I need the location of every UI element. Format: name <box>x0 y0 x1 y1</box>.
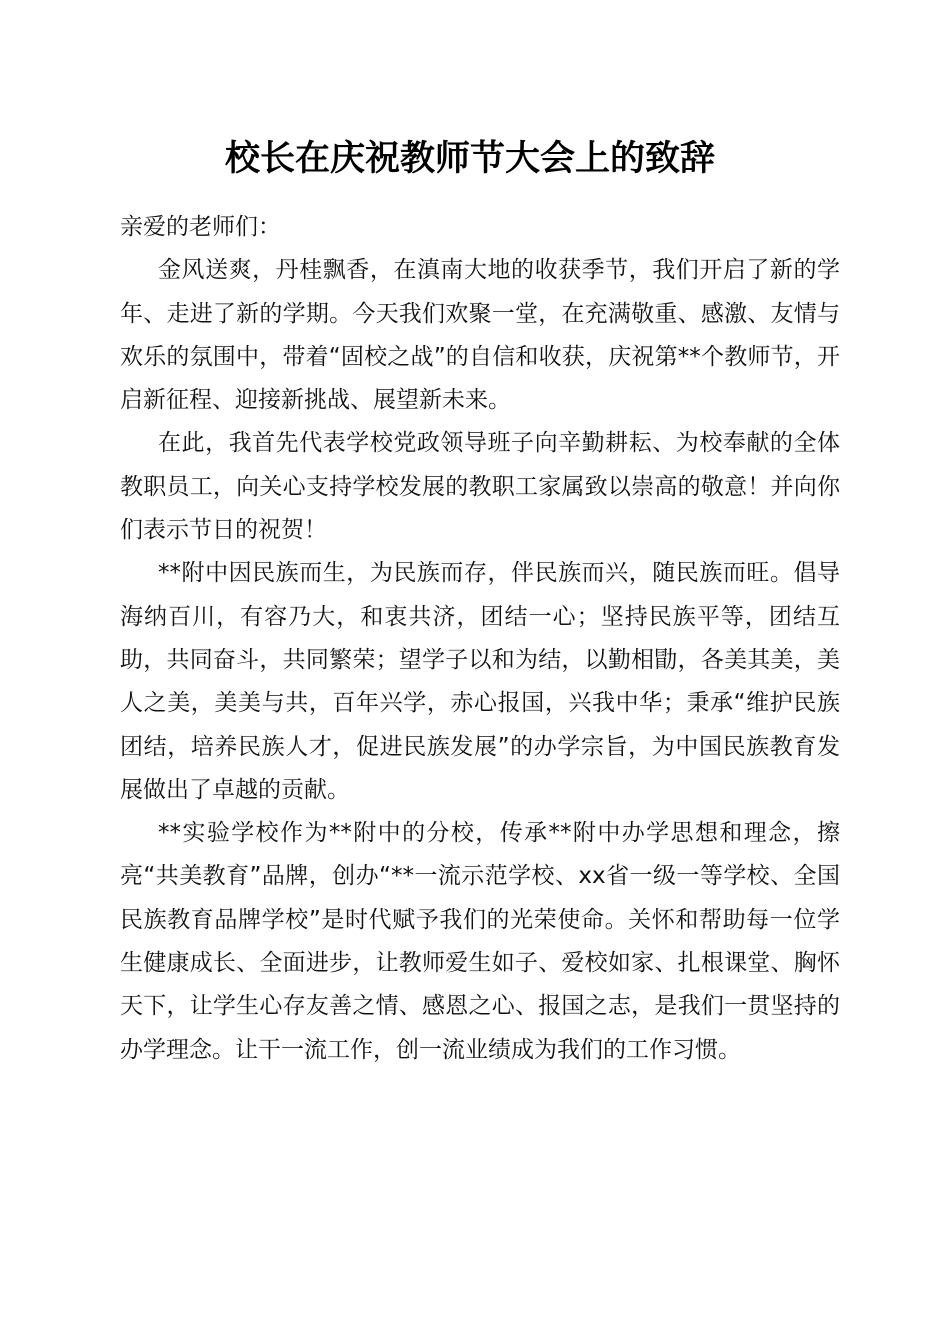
document-body <box>120 206 840 1072</box>
paragraph-3: **附中因民族而生，为民族而存，伴民族而兴，随民族而旺。倡导海纳百川，有容乃大，和衷共济，团结一心；坚持民族平等，团结互助，共同奋斗，共同繁荣；望学子以和为结，以勤相勖，各美其美，美人之美，美美与共，百年兴学，赤心报国，兴我中华；秉承“维护民族团结，培养民族人才，促进民族发展”的办学宗旨，为中国民族教育发展做出了卓越的贡献。 <box>120 560 840 803</box>
paragraph-1: 金风送爽，丹桂飘香，在滇南大地的收获季节，我们开启了新的学年、走进了新的学期。今天我们欢聚一堂，在充满敬重、感激、友情与欢乐的氛围中，带着“固校之战”的自信和收获，庆祝第**个教师节，开启新征程、迎接新挑战、展望新未来。 <box>120 257 840 414</box>
document-title: 校长在庆祝教师节大会上的致辞 <box>224 138 715 179</box>
paragraph-4: **实验学校作为**附中的分校，传承**附中办学思想和理念，擦亮“共美教育”品牌，创办“**一流示范学校、xx省一级一等学校、全国民族教育品牌学校”是时代赋予我们的光荣使命。关怀和帮助每一位学生健康成长、全面进步，让教师爱生如子、爱校如家、扎根课堂、胸怀天下，让学生心存友善之情、感恩之心、报国之志，是我们一贯坚持的办学理念。让干一流工作，创一流业绩成为我们的工作习惯。 <box>120 820 840 1063</box>
salutation: 亲爱的老师们： <box>120 214 281 240</box>
paragraph-2: 在此，我首先代表学校党政领导班子向辛勤耕耘、为校奉献的全体教职员工，向关心支持学校发展的教职工家属致以崇高的敬意！并向你们表示节日的祝贺！ <box>120 430 840 544</box>
